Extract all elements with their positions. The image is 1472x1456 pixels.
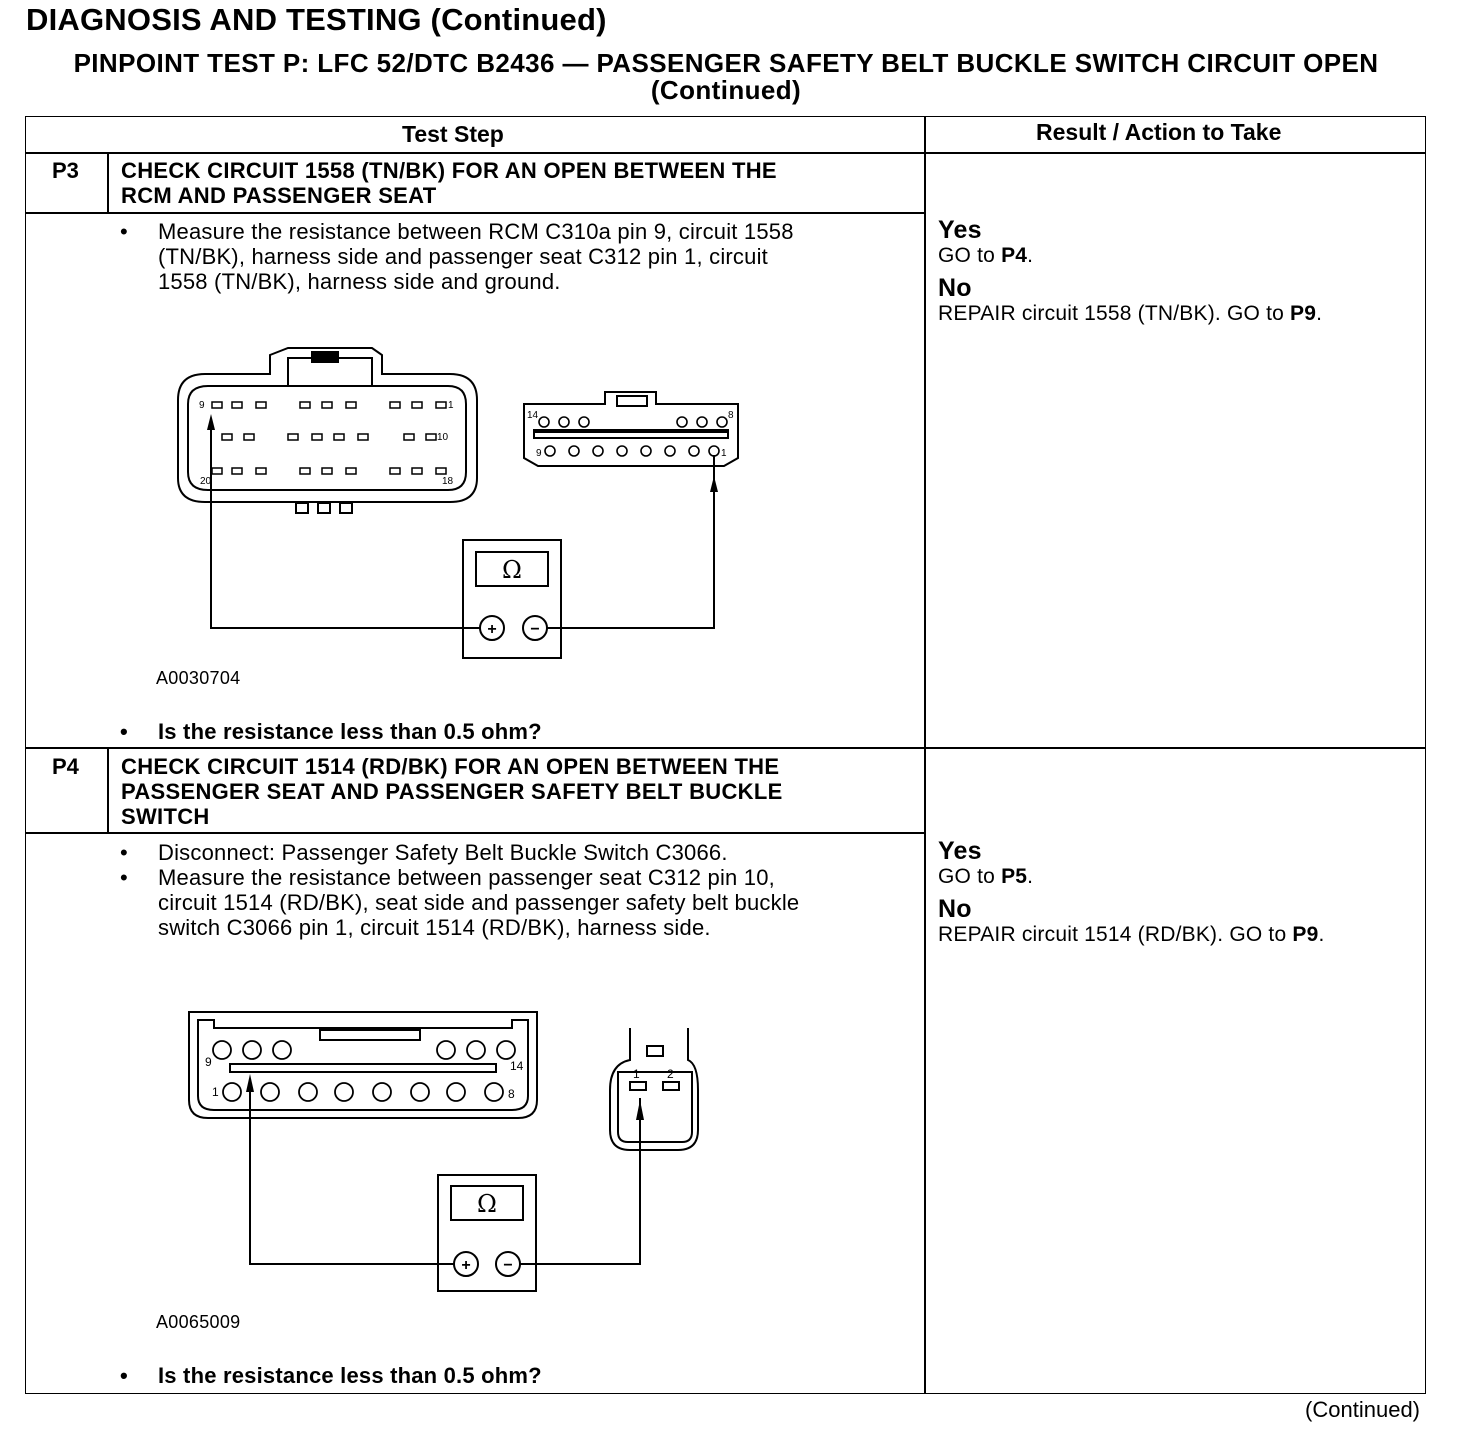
goto-p5: P5: [1001, 865, 1028, 888]
pin-cavity: [559, 417, 569, 427]
step-p4-question: [120, 1363, 542, 1388]
instruction-line: Disconnect: Passenger Safety Belt Buckle Switch C3066.: [158, 840, 728, 865]
pin-cavity: [593, 446, 603, 456]
goto-p9: P9: [1292, 923, 1319, 946]
bullet-dot: •: [120, 840, 128, 865]
rcm-pin-label: 20: [200, 476, 212, 487]
pin-cavity: [677, 417, 687, 427]
question-text: Is the resistance less than 0.5 ohm?: [158, 1363, 542, 1388]
step-id-divider-p3: [107, 152, 109, 213]
pin-cavity: [579, 417, 589, 427]
bullet-dot: •: [120, 719, 128, 744]
seat-pin-label: 14: [510, 1059, 524, 1073]
pin-cavity: [437, 1041, 455, 1059]
pin-cavity: [436, 402, 446, 408]
pin-cavity: [497, 1041, 515, 1059]
instruction-line: circuit 1514 (RD/BK), seat side and passenger safety belt buckle: [158, 890, 800, 915]
bullet-dot: •: [120, 1363, 128, 1388]
step-divider: [25, 747, 1426, 749]
rcm-connector-outline: [178, 348, 477, 502]
pin-cavity: [569, 446, 579, 456]
goto-p4: P4: [1001, 244, 1028, 267]
step-title-divider-p4: [25, 832, 925, 834]
pin-cavity: [617, 446, 627, 456]
pin-cavity: [232, 468, 242, 474]
pin-cavity: [256, 402, 266, 408]
rcm-pin-label: 1: [448, 400, 454, 411]
yes-action: GO to P4.: [938, 244, 1034, 267]
seat-connector-bar: [230, 1064, 496, 1072]
pin-cavity: [334, 434, 344, 440]
pin-cavity: [358, 434, 368, 440]
pin-cavity: [243, 1041, 261, 1059]
switch-pin-1: [630, 1082, 646, 1090]
pin-cavity: [709, 446, 719, 456]
step-p3-question: [120, 719, 542, 744]
seat-pin-label: 9: [536, 448, 542, 459]
instruction-line: 1558 (TN/BK), harness side and ground.: [158, 269, 561, 294]
step-id-divider-p4: [107, 748, 109, 833]
pin-cavity: [404, 434, 414, 440]
pin-cavity: [322, 468, 332, 474]
figure-id-p3: A0030704: [156, 668, 241, 688]
pin-cavity: [212, 402, 222, 408]
no-label: No: [938, 895, 972, 923]
pin-cavity: [373, 1083, 391, 1101]
pin-cavity: [261, 1083, 279, 1101]
step-p4-instruction-1: [120, 840, 728, 865]
minus-symbol: −: [503, 1257, 513, 1274]
pin-cavity: [390, 402, 400, 408]
rcm-latch-tab: [312, 352, 338, 362]
pin-cavity: [335, 1083, 353, 1101]
instruction-line: switch C3066 pin 1, circuit 1514 (RD/BK), harness side.: [158, 915, 711, 940]
seat-connector-latch: [320, 1030, 420, 1040]
pin-cavity: [411, 1083, 429, 1101]
pin-cavity: [641, 446, 651, 456]
pin-cavity: [697, 417, 707, 427]
switch-pin-2: [663, 1082, 679, 1090]
goto-p9: P9: [1290, 302, 1317, 325]
step-title-p3-line1: CHECK CIRCUIT 1558 (TN/BK) FOR AN OPEN BETWEEN THE: [121, 158, 777, 183]
seat-connector-latch: [617, 396, 647, 406]
rcm-key: [318, 503, 330, 513]
instruction-line: Measure the resistance between RCM C310a pin 9, circuit 1558: [158, 219, 794, 244]
pin-cavity: [223, 1083, 241, 1101]
pin-cavity: [447, 1083, 465, 1101]
switch-pin-label: 1: [633, 1067, 640, 1081]
title-line-2: (Continued): [650, 75, 802, 105]
negative-lead: [547, 455, 714, 628]
probe-tip: [207, 414, 215, 430]
plus-symbol: +: [461, 1257, 471, 1274]
figure-id-p4: A0065009: [156, 1312, 241, 1332]
pin-cavity: [244, 434, 254, 440]
page-header: DIAGNOSIS AND TESTING (Continued): [26, 2, 607, 37]
probe-tip: [636, 1100, 644, 1120]
yes-label: Yes: [938, 837, 982, 865]
ohm-symbol: Ω: [502, 556, 522, 584]
step-p4-instruction-2: [120, 865, 800, 940]
switch-pin-label: 2: [667, 1067, 674, 1081]
pin-cavity: [299, 1083, 317, 1101]
seat-pin-label: 14: [527, 410, 539, 421]
result-p4: [938, 837, 1325, 953]
step-p3-instruction: [120, 219, 794, 294]
pin-cavity: [288, 434, 298, 440]
pin-cavity: [346, 468, 356, 474]
probe-tip: [246, 1074, 254, 1092]
yes-action: GO to P5.: [938, 865, 1034, 888]
instruction-line: (TN/BK), harness side and passenger seat C312 pin 1, circuit: [158, 244, 768, 269]
pin-cavity: [212, 468, 222, 474]
ohm-symbol: Ω: [477, 1190, 497, 1218]
title-line-1: PINPOINT TEST P: LFC 52/DTC B2436 — PASSENGER SAFETY BELT BUCKLE SWITCH CIRCUIT OPEN: [73, 48, 1379, 78]
pin-cavity: [312, 434, 322, 440]
seat-pin-label: 1: [212, 1085, 219, 1099]
pin-cavity: [222, 434, 232, 440]
step-title-p3: [121, 158, 777, 208]
question-text: Is the resistance less than 0.5 ohm?: [158, 719, 542, 744]
switch-connector-tab: [647, 1046, 663, 1056]
step-title-p4: [121, 754, 783, 829]
column-header-result: Result / Action to Take: [1036, 119, 1282, 145]
rcm-key: [296, 503, 308, 513]
pin-cavity: [412, 402, 422, 408]
no-label: No: [938, 274, 972, 302]
bullet-dot: •: [120, 865, 128, 890]
pin-cavity: [300, 402, 310, 408]
pin-cavity: [436, 468, 446, 474]
step-id-p3: P3: [52, 158, 79, 183]
pin-cavity: [689, 446, 699, 456]
pin-cavity: [539, 417, 549, 427]
rcm-pin-label: 18: [442, 476, 454, 487]
pin-cavity: [390, 468, 400, 474]
pin-cavity: [213, 1041, 231, 1059]
probe-tip: [710, 476, 718, 492]
step-title-divider-p3: [25, 212, 925, 214]
pinpoint-test-title: [26, 50, 1426, 104]
pin-cavity: [346, 402, 356, 408]
column-header-test-step: Test Step: [402, 121, 504, 147]
yes-label: Yes: [938, 216, 982, 244]
pin-cavity: [545, 446, 555, 456]
rcm-pin-label: 10: [437, 432, 449, 443]
no-action: REPAIR circuit 1514 (RD/BK). GO to P9.: [938, 923, 1325, 946]
rcm-pin-label: 9: [199, 400, 205, 411]
pin-cavity: [717, 417, 727, 427]
pin-cavity: [665, 446, 675, 456]
seat-pin-label: 8: [728, 410, 734, 421]
seat-pin-label: 9: [205, 1055, 212, 1069]
pin-cavity: [322, 402, 332, 408]
continued-footer: (Continued): [1305, 1397, 1420, 1422]
pin-cavity: [412, 468, 422, 474]
instruction-line: Measure the resistance between passenger seat C312 pin 10,: [158, 865, 775, 890]
negative-lead: [520, 1098, 640, 1264]
bullet-dot: •: [120, 219, 128, 244]
seat-pin-label: 8: [508, 1087, 515, 1101]
pin-cavity: [485, 1083, 503, 1101]
step-title-p4-line3: SWITCH: [121, 804, 210, 829]
p3-wiring-diagram: [160, 345, 760, 665]
header-divider: [25, 152, 1426, 154]
pin-cavity: [232, 402, 242, 408]
step-title-p4-line2: PASSENGER SEAT AND PASSENGER SAFETY BELT BUCKLE: [121, 779, 783, 804]
rcm-key: [340, 503, 352, 513]
seat-pin-label: 1: [721, 448, 727, 459]
step-id-p4: P4: [52, 754, 79, 779]
plus-symbol: +: [487, 621, 497, 638]
no-action: REPAIR circuit 1558 (TN/BK). GO to P9.: [938, 302, 1323, 325]
minus-symbol: −: [530, 621, 540, 638]
pin-cavity: [273, 1041, 291, 1059]
pin-cavity: [426, 434, 436, 440]
pin-cavity: [467, 1041, 485, 1059]
result-p3: [938, 216, 1322, 332]
column-divider: [924, 116, 926, 1394]
pin-cavity: [256, 468, 266, 474]
step-title-p4-line1: CHECK CIRCUIT 1514 (RD/BK) FOR AN OPEN BETWEEN THE: [121, 754, 780, 779]
positive-lead: [211, 420, 480, 628]
p4-wiring-diagram: [180, 1000, 740, 1300]
pin-cavity: [300, 468, 310, 474]
step-title-p3-line2: RCM AND PASSENGER SEAT: [121, 183, 437, 208]
